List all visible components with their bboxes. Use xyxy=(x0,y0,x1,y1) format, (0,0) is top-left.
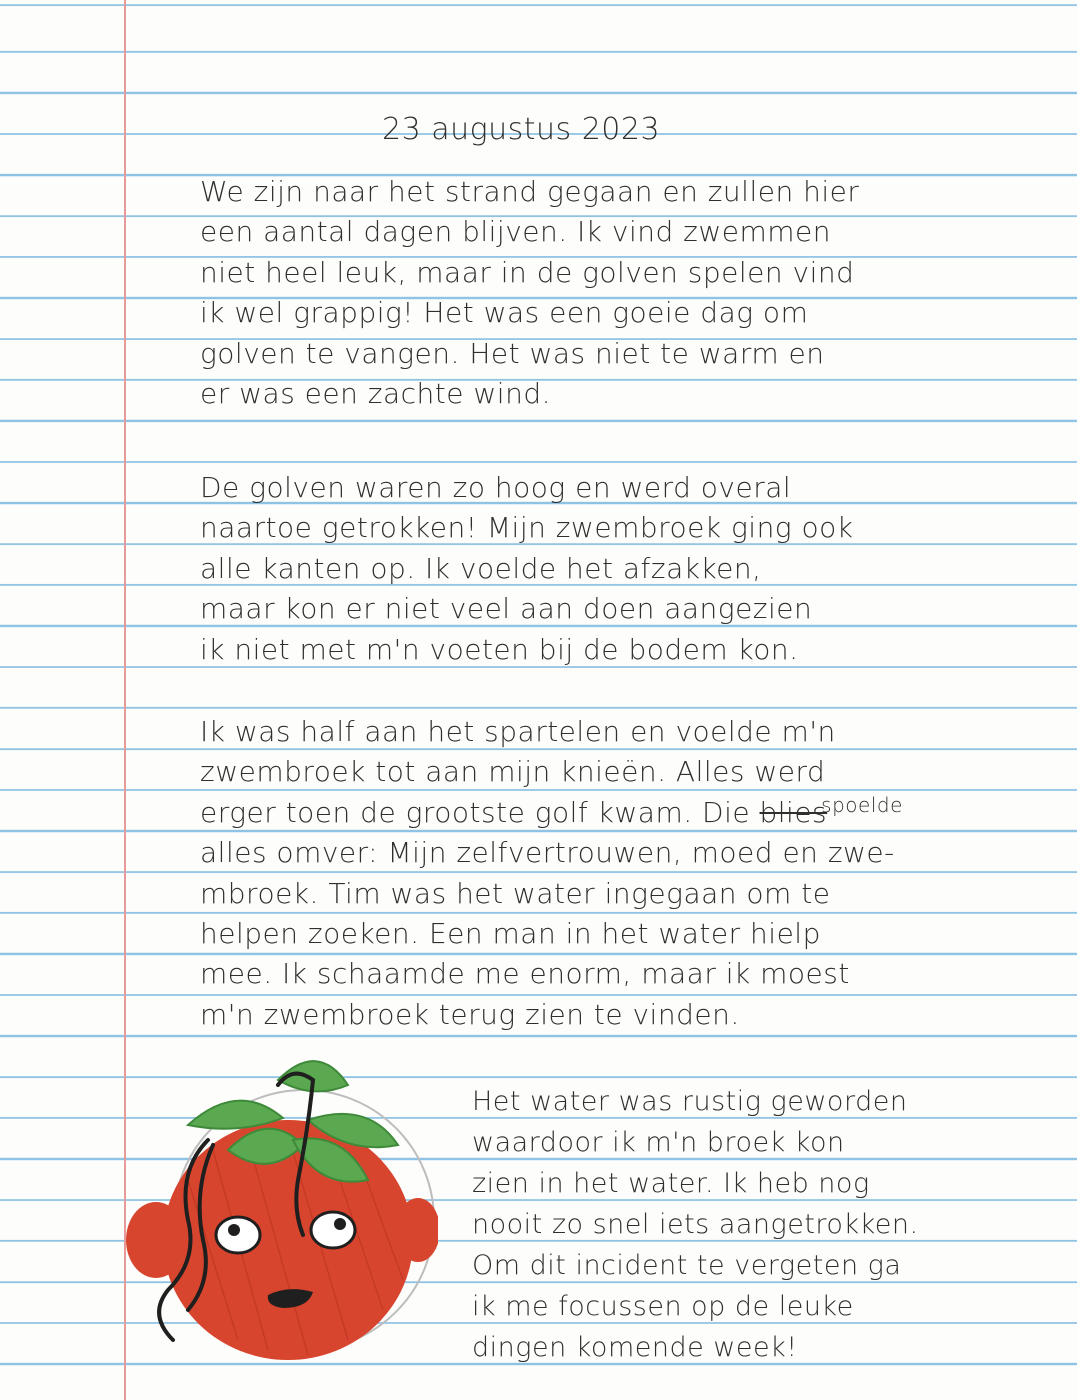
text-line: alles omver: Mijn zelfvertrouwen, moed en zwe- xyxy=(200,836,895,870)
text-line: zwembroek tot aan mijn knieën. Alles werd xyxy=(200,755,826,789)
tomato-face-drawing xyxy=(118,1040,438,1370)
journal-date: 23 augustus 2023 xyxy=(382,112,661,147)
text-line: maar kon er niet veel aan doen aangezien xyxy=(200,592,813,626)
text-line: naartoe getrokken! Mijn zwembroek ging ook xyxy=(200,511,854,545)
text-line: zien in het water. Ik heb nog xyxy=(472,1168,870,1199)
text-line: ik niet met m'n voeten bij de bodem kon. xyxy=(200,632,799,666)
text-line: nooit zo snel iets aangetrokken. xyxy=(472,1209,919,1240)
struck-word: blies xyxy=(759,795,828,829)
right-eye xyxy=(311,1212,355,1248)
text-line: golven te vangen. Het was niet te warm en xyxy=(200,336,825,370)
text-line: De golven waren zo hoog en werd overal xyxy=(200,471,792,504)
text-line: We zijn naar het strand gegaan en zullen hier xyxy=(200,175,860,208)
text-segment: erger toen de grootste golf kwam. Die xyxy=(200,795,751,829)
text-line: dingen komende week! xyxy=(472,1332,798,1363)
text-line: Het water was rustig geworden xyxy=(472,1086,908,1117)
right-pupil xyxy=(334,1218,346,1230)
paragraph-1 xyxy=(200,172,1020,414)
text-line: mbroek. Tim was het water ingegaan om te xyxy=(200,876,831,910)
text-line: een aantal dagen blijven. Ik vind zwemmen xyxy=(200,215,832,249)
text-line: helpen zoeken. Een man in het water hielp xyxy=(200,916,821,950)
text-line: m'n zwembroek terug zien te vinden. xyxy=(200,997,740,1031)
left-pupil xyxy=(228,1224,240,1236)
text-line: ik wel grappig! Het was een goeie dag om xyxy=(200,296,809,330)
inserted-word: spoelde xyxy=(821,792,903,817)
text-line: mee. Ik schaamde me enorm, maar ik moest xyxy=(200,957,850,991)
text-line: alle kanten op. Ik voelde het afzakken, xyxy=(200,551,762,585)
text-line: er was een zachte wind. xyxy=(200,376,551,410)
text-line: niet heel leuk, maar in de golven spelen vind xyxy=(200,255,855,289)
text-line: Ik was half aan het spartelen en voelde m'n xyxy=(200,715,836,748)
text-line: ik me focussen op de leuke xyxy=(472,1291,854,1322)
paragraph-2 xyxy=(200,468,1020,670)
left-eye xyxy=(216,1217,260,1253)
text-line-with-correction xyxy=(200,793,1020,833)
text-line: waardoor ik m'n broek kon xyxy=(472,1127,845,1158)
paragraph-3 xyxy=(200,712,1020,1035)
text-line: Om dit incident te vergeten ga xyxy=(472,1250,902,1281)
paragraph-4 xyxy=(472,1082,1072,1369)
